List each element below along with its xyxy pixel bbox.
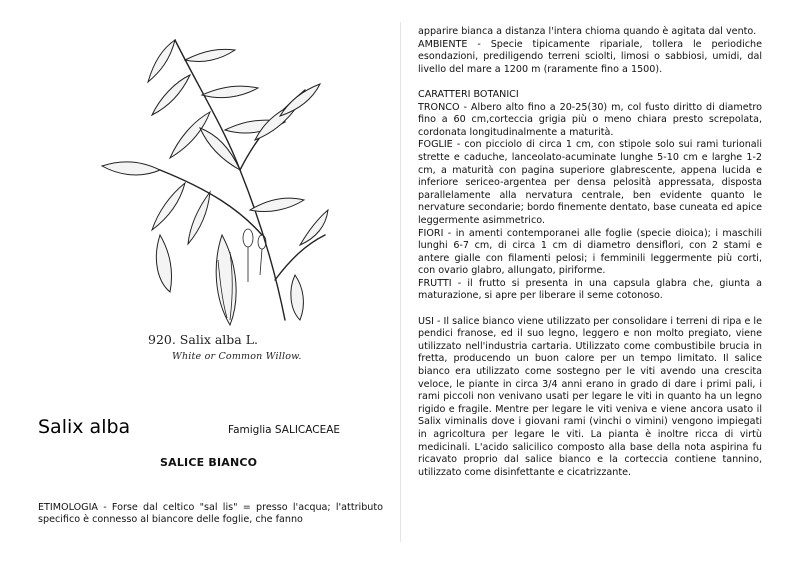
leaf (250, 198, 304, 211)
leaf (102, 162, 160, 175)
plate-title: 920. Salix alba L. (148, 332, 258, 347)
common-name-heading: SALICE BIANCO (160, 456, 258, 469)
flower-detail (243, 229, 253, 247)
column-divider (400, 22, 401, 542)
leaf (185, 49, 235, 61)
catkin (291, 275, 304, 320)
willow-illustration (90, 20, 330, 330)
frutti-paragraph: FRUTTI - il frutto si presenta in una capsula glabra che, giunta a maturazione, si apre per liberare il seme cotonoso. (418, 277, 762, 302)
species-title: Salix alba (38, 416, 131, 438)
leaf (188, 192, 210, 244)
foglie-paragraph: FOGLIE - con picciolo di circa 1 cm, con stipole solo sui rami turionali strette e caduche, lanceolato-acuminate lunghe 5-10 cm e larghe 1-2 cm, a maturità con pagina superiore glabrescente, appena lucida e inferiore sericeo-argentea per densa pelosità appressata, disposta parallelamente alla nervatura centrale, ben evidente quanto le nervature secondarie; bordo finemente dentato, base cuneata ed apice leggermente asimmetrico. (418, 139, 762, 226)
plate-common-name: White or Common Willow. (172, 351, 302, 362)
catkin (156, 235, 171, 292)
plate-caption (148, 332, 348, 362)
leaf (300, 210, 328, 245)
fiori-paragraph: FIORI - in amenti contemporanei alle foglie (specie dioica); i maschili lunghi 6-7 cm, di circa 1 cm di diametro densiflori, con 2 stami e antere gialle con filamenti pelosi; i femminili leggermente più corti, con ovario glabro, allungato, piriforme. (418, 227, 762, 277)
leaf (152, 75, 190, 115)
tronco-paragraph: TRONCO - Albero alto fino a 20-25(30) m, col fusto diritto di diametro fino a 60 cm,corteccia grigia più o meno chiara presto screpolata, cordonata longitudinalmente a maturità. (418, 101, 762, 138)
etimologia-paragraph: ETIMOLOGIA - Forse dal celtico "sal lis" = presso l'acqua; l'attributo specifico è connesso al biancore delle foglie, che fanno (38, 501, 383, 526)
leaf (280, 84, 320, 116)
family-label: Famiglia SALICACEAE (228, 424, 341, 436)
leaf (148, 40, 175, 82)
right-column (418, 26, 762, 479)
leaf (202, 86, 258, 98)
ambiente-paragraph: AMBIENTE - Specie tipicamente ripariale, tollera le periodiche esondazioni, prediligendo terreni sciolti, limosi o sabbiosi, umidi, dal livello del mare a 1200 m (raramente fino a 1500). (418, 38, 762, 75)
leaf (152, 183, 185, 230)
catkin (216, 235, 236, 325)
caratteri-heading: CARATTERI BOTANICI (418, 88, 519, 100)
usi-paragraph: USI - Il salice bianco viene utilizzato per consolidare i terreni di ripa e le pendici franose, ed il suo legno, leggero e non molto pregiato, viene utilizzato nell'industria cartaria. Utilizzato come combustibile brucia in fretta, producendo un buon calore per un tempo limitato. Il salice bianco era utilizzato come sostegno per le viti avendo una crescita veloce, le piante in circa 3/4 anni erano in grado di dare i primi pali, i rami piccoli non venivano usati per legare le viti in quanto ha un legno rigido e fragile. Mentre per legare le viti veniva e viene ancora usato il Salix viminalis dove i giovani rami (vinchi o vimini) vengono impiegati in agricoltura per legare le viti. La pianta è inoltre ricca di virtù medicinali. L'acido salicilico composto alla base della nota aspirina fu ricavato proprio dal salice bianco e la corteccia contiene tannino, utilizzato come disinfettante e cicatrizzante. (418, 315, 762, 478)
etimologia-continuation: apparire bianca a distanza l'intera chioma quando è agitata dal vento. (418, 26, 757, 37)
leaf (200, 128, 240, 170)
branch-right (275, 235, 325, 280)
